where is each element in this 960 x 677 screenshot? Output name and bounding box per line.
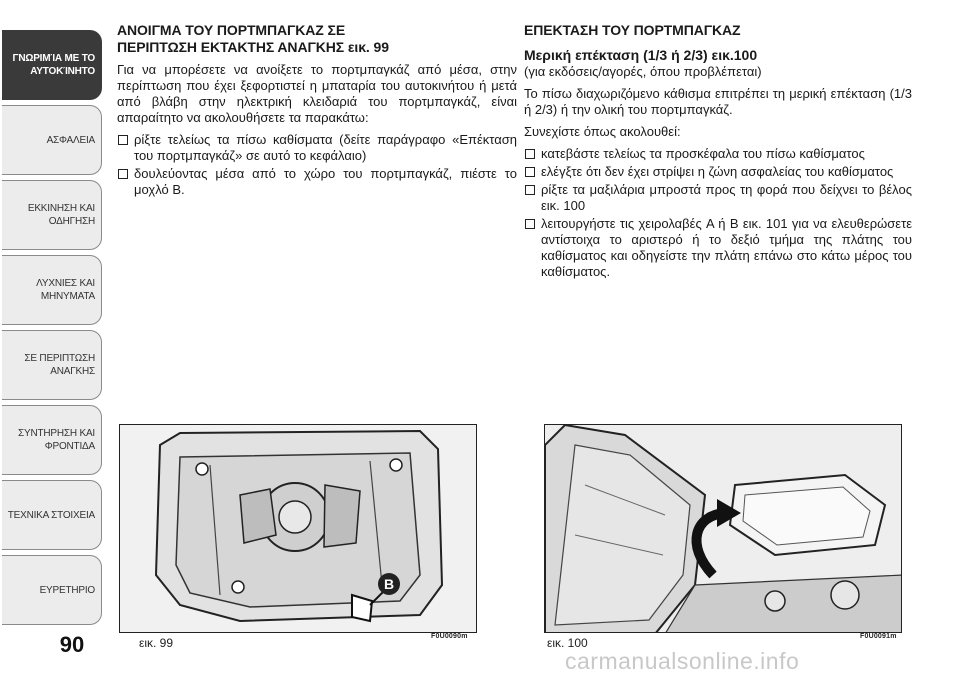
page-number: 90 [59,632,85,657]
instruction-list [524,146,912,280]
seat-folding-illustration [545,425,902,633]
tab-label-line1: ΓΝΩΡΙΜΊΑ ΜΕ ΤΟ [12,53,95,64]
section-title: ΕΠΕΚΤΑΣΗ ΤΟΥ ΠΟΡΤΜΠΑΓΚΑΖ [524,22,741,38]
tab-index[interactable] [2,555,102,625]
subsection-title: Μερική επέκταση (1/3 ή 2/3) εικ.100 [524,47,758,63]
figure-100-code: F0U0091m [860,633,897,640]
list-item-text: δουλεύοντας μέσα από το χώρο του πορτμπαγκάζ, πιέστε το μοχλό B. [134,166,517,197]
tab-label-line1: ΕΚΚΙΝΗΣΗ ΚΑΙ [27,203,95,214]
checkbox-bullet-icon [525,167,535,177]
checkbox-bullet-icon [525,149,535,159]
tab-emergency[interactable] [2,330,102,400]
section-intro: Το πίσω διαχωριζόμενο κάθισμα επιτρέπει τη μερική επέκταση (1/3 ή 2/3) ή την ολική του πορτμπαγκάζ. [524,86,912,117]
tab-label-line1: ΣΕ ΠΕΡΙΠΤΩΣΗ [24,353,95,364]
list-item [524,182,912,214]
tab-starting-driving[interactable] [2,180,102,250]
callout-b-badge [378,573,400,595]
section-title-line2: ΠΕΡΙΠΤΩΣΗ ΕΚΤΑΚΤΗΣ ΑΝΑΓΚΗΣ εικ. 99 [117,39,389,55]
watermark-text: carmanualsonline.info [565,648,800,674]
figure-99-boot-lock [119,424,477,633]
section-intro: Για να μπορέσετε να ανοίξετε το πορτμπαγκάζ από μέσα, στην περίπτωση που έχει ξεφορτιστεί η μπαταρία του αυτοκινήτου ή μετά από βλάβη στην ηλεκτρική κλειδαριά του πορτμπαγκάζ, είναι απαραίτητο να ακολουθήσετε τα παρακάτω: [117,62,517,125]
checkbox-bullet-icon [118,169,128,179]
tab-label-line2: ΑΝΑΓΚΗΣ [50,366,95,377]
list-item-text: ρίξτε τελείως τα πίσω καθίσματα (δείτε παράγραφο «Επέκταση του πορτμπαγκάζ» σε αυτό το κεφάλαιο) [134,132,517,163]
tab-label-line1: ΕΥΡΕΤΗΡΙΟ [39,584,95,596]
tab-label-line1: ΣΥΝΤΗΡΗΣΗ ΚΑΙ [18,428,95,439]
list-item [117,166,517,198]
section-title [117,22,517,56]
list-item [117,132,517,164]
list-item [524,216,912,280]
checkbox-bullet-icon [525,185,535,195]
tab-warning-lights[interactable] [2,255,102,325]
tab-getting-to-know-car[interactable] [2,30,102,100]
figure-100-caption: εικ. 100 [547,636,588,650]
tab-label-line2: ΑΥΤΟΚΊΝΗΤΟ [30,66,95,77]
subsection-note: (για εκδόσεις/αγορές, όπου προβλέπεται) [524,64,762,79]
tab-label-line1: ΛΥΧΝΙΕΣ ΚΑΙ [36,278,95,289]
chapter-sidebar [0,0,104,677]
section-title-line1: ΑΝΟΙΓΜΑ ΤΟΥ ΠΟΡΤΜΠΑΓΚΑΖ ΣΕ [117,22,346,38]
list-item-text: ρίξτε τα μαξιλάρια μπροστά προς τη φορά που δείχνει το βέλος εικ. 100 [541,182,912,213]
figure-100-seat-folding [544,424,902,633]
tab-technical-data[interactable] [2,480,102,550]
tab-label-line2: ΜΗΝΥΜΑΤΑ [40,291,95,302]
tab-maintenance[interactable] [2,405,102,475]
list-item [524,146,912,162]
list-item-text: ελέγξτε ότι δεν έχει στρίψει η ζώνη ασφαλείας του καθίσματος [541,164,894,179]
checkbox-bullet-icon [525,219,535,229]
figure-99-code: F0U0090m [431,633,468,640]
list-item-text: λειτουργήστε τις χειρολαβές A ή B εικ. 101 για να ελευθερώσετε αντίστοιχα το αριστερό ή το δεξιό τμήμα της πλάτης του καθίσματος και οδηγείστε την πλάτη επάνω στο κάτω μέρος του καθίσματος. [541,216,912,279]
tab-label-line2: ΟΔΗΓΗΣΗ [48,216,95,227]
tab-label-line1: ΤΕΧΝΙΚΑ ΣΤΟΙΧΕΙΑ [7,509,95,521]
callout-label: B [383,576,395,592]
tab-label-line1: ΑΣΦΑΛΕΙΑ [46,134,95,146]
emergency-boot-opening-section [117,22,517,200]
boot-extension-section [524,22,912,282]
section-lead: Συνεχίστε όπως ακολουθεί: [524,124,681,139]
checkbox-bullet-icon [118,135,128,145]
tab-label-line2: ΦΡΟΝΤΙΔΑ [44,441,95,452]
tab-safety[interactable] [2,105,102,175]
list-item-text: κατεβάστε τελείως τα προσκέφαλα του πίσω καθίσματος [541,146,865,161]
instruction-list [117,132,517,198]
figure-99-caption: εικ. 99 [139,636,174,650]
boot-lock-illustration [120,425,477,633]
list-item [524,164,912,180]
